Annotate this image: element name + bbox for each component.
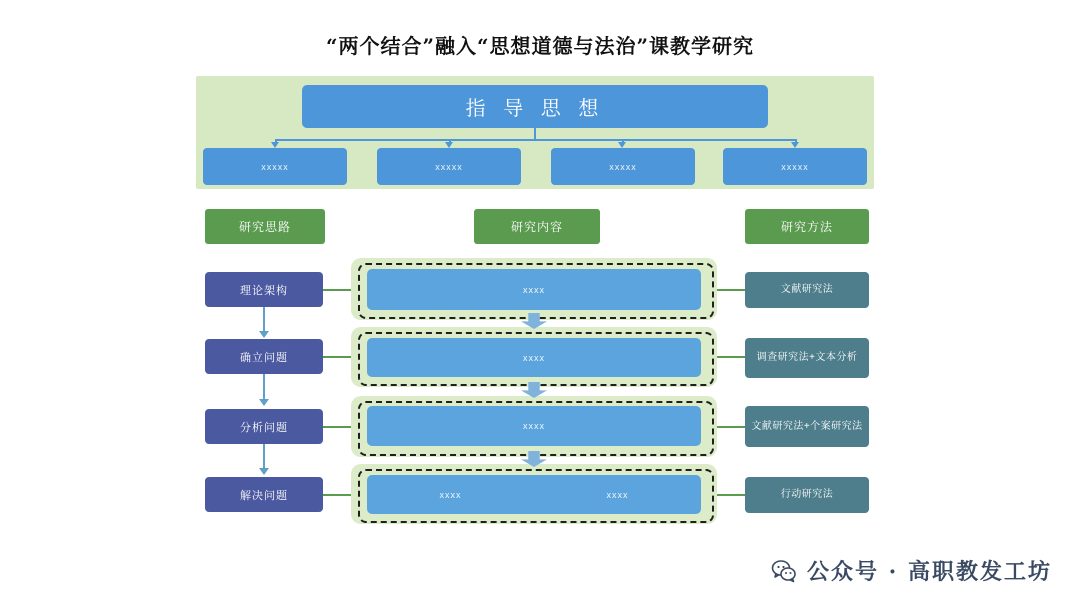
sub-item-4: xxxxx bbox=[723, 148, 867, 185]
step-arrow-3-4-icon bbox=[259, 468, 269, 475]
step-box-3: 分析问题 bbox=[205, 409, 323, 444]
content-box-4 bbox=[367, 475, 701, 514]
guiding-ideology-box: 指 导 思 想 bbox=[302, 85, 768, 128]
content-box-3: xxxx bbox=[367, 406, 701, 446]
content-box-2: xxxx bbox=[367, 338, 701, 377]
content-box-4-right-label: xxxx bbox=[606, 489, 629, 500]
link-step4-content4 bbox=[323, 494, 353, 496]
method-box-4: 行动研究法 bbox=[745, 477, 869, 513]
column-header-research-approach: 研究思路 bbox=[205, 209, 325, 244]
link-step1-content1 bbox=[323, 289, 353, 291]
watermark bbox=[771, 555, 1052, 586]
wechat-icon bbox=[771, 558, 797, 584]
sub-item-3: xxxxx bbox=[551, 148, 695, 185]
connector-trunk-vertical bbox=[534, 128, 536, 139]
link-content4-method4 bbox=[716, 494, 746, 496]
step-connector-3-4 bbox=[263, 444, 265, 469]
method-box-3: 文献研究法+个案研究法 bbox=[745, 406, 869, 447]
link-content3-method3 bbox=[716, 426, 746, 428]
sub-item-2: xxxxx bbox=[377, 148, 521, 185]
step-box-1: 理论架构 bbox=[205, 272, 323, 307]
step-arrow-1-2-icon bbox=[259, 331, 269, 338]
method-box-1: 文献研究法 bbox=[745, 272, 869, 308]
step-connector-2-3 bbox=[263, 374, 265, 400]
step-arrow-2-3-icon bbox=[259, 399, 269, 406]
link-step2-content2 bbox=[323, 356, 353, 358]
sub-item-1: xxxxx bbox=[203, 148, 347, 185]
step-box-4: 解决问题 bbox=[205, 477, 323, 512]
method-box-2: 调查研究法+文本分析 bbox=[745, 338, 869, 378]
column-header-research-method: 研究方法 bbox=[745, 209, 869, 244]
content-box-1: xxxx bbox=[367, 269, 701, 310]
connector-trunk-horizontal bbox=[275, 139, 796, 141]
watermark-text: 公众号 · 高职教发工坊 bbox=[807, 559, 1052, 585]
link-content1-method1 bbox=[716, 289, 746, 291]
step-connector-1-2 bbox=[263, 307, 265, 332]
link-content2-method2 bbox=[716, 356, 746, 358]
step-box-2: 确立问题 bbox=[205, 339, 323, 374]
column-header-research-content: 研究内容 bbox=[474, 209, 600, 244]
content-box-4-left-label: xxxx bbox=[439, 489, 462, 500]
page-title: “两个结合”融入“思想道德与法治”课教学研究 bbox=[325, 34, 754, 58]
link-step3-content3 bbox=[323, 426, 353, 428]
